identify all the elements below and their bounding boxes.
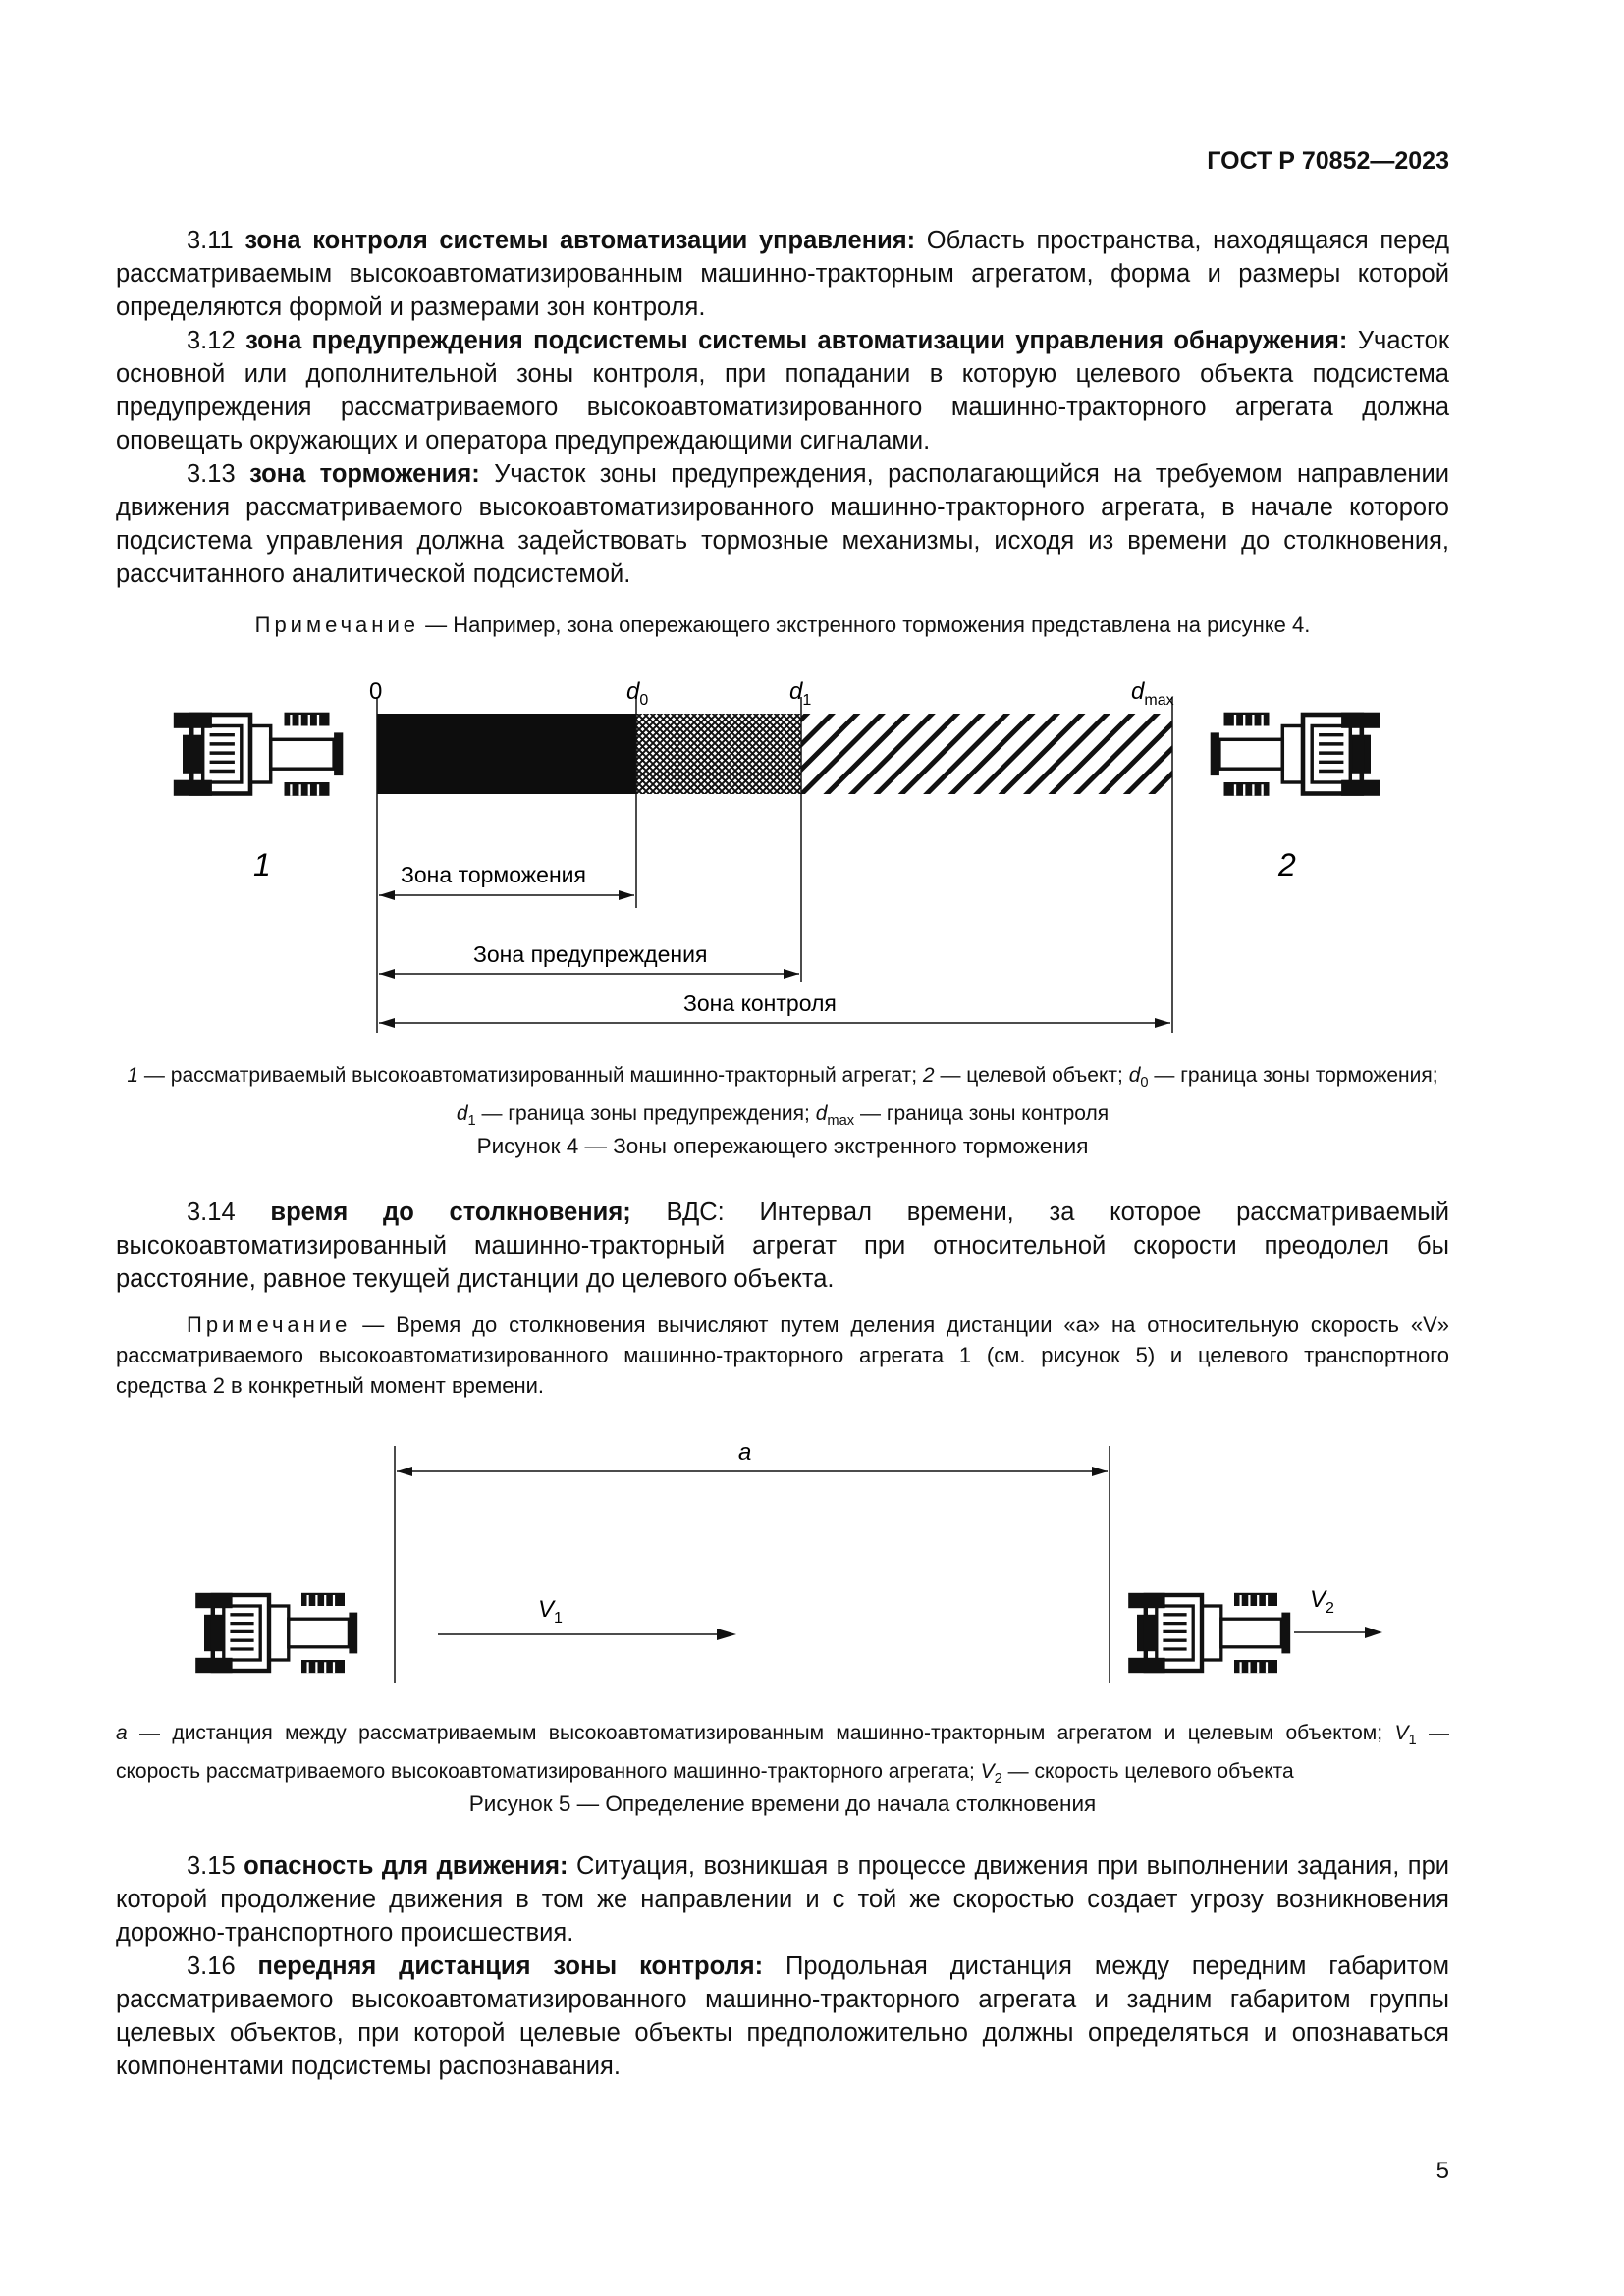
definition-3-12 (116, 324, 1449, 457)
note-figure-5 (116, 1309, 1449, 1401)
label-a: a (738, 1439, 752, 1466)
clause-number: 3.12 (187, 327, 236, 354)
note-text: — Например, зона опережающего экстренного торможения представлена на рисунке 4. (418, 613, 1311, 637)
label-zero: 0 (369, 678, 383, 705)
warning-zone-fill (636, 714, 801, 794)
term: опасность для движения: (244, 1852, 568, 1880)
tractor-1-icon (174, 713, 343, 796)
tractor-1-icon (195, 1593, 357, 1673)
clause-number: 3.15 (187, 1852, 236, 1880)
definition-3-13 (116, 457, 1449, 591)
figure-4-legend: 1 — рассматриваемый высокоавтоматизированный машинно-тракторный агрегат; 2 — целевой объект; $d_0$ — граница зоны торможения; $d_1$ — граница зоны предупреждения; $d_{max}$ — граница зоны контроля (127, 1064, 1438, 1130)
definitions-block-2 (116, 1849, 1449, 2083)
note-label: Примечание (187, 1312, 352, 1337)
definition-text: Участок основной или дополнительной зоны контроля, при попадании в которую целевого объекта подсистема предупреждения рассматриваемого высокоавтоматизированного машинно-тракторного агрегата должна оповещать окружающих и оператора предупреждающими сигналами. (116, 327, 1449, 454)
figure-5-title: Рисунок 5 — Определение времени до начала столкновения (468, 1791, 1097, 1816)
clause-number: 3.11 (187, 227, 234, 254)
term: передняя дистанция зоны контроля: (257, 1952, 764, 1980)
label-d1: $d_1$ (789, 678, 812, 709)
label-dmax: $d_{max}$ (1131, 678, 1174, 709)
clause-number: 3.14 (187, 1199, 236, 1226)
definition-text: Участок зоны предупреждения, располагающийся на требуемом направлении движения рассматриваемого высокоавтоматизированного машинно-тракторного агрегата, в начале которого подсистема управления должна задействовать тормозные механизмы, исходя из времени до столкновения, рассчитанного аналитической подсистемой. (116, 460, 1449, 588)
definition-3-15 (116, 1849, 1449, 1949)
control-zone-label: Зона контроля (683, 990, 837, 1016)
definition-text: ВДС: Интервал времени, за которое рассматриваемый высокоавтоматизированный машинно-тракторный агрегат при относительной скорости преодолел бы расстояние, равное текущей дистанции до целевого объекта. (116, 1199, 1449, 1293)
braking-zone-label: Зона торможения (401, 862, 586, 887)
definition-3-14 (116, 1196, 1449, 1296)
definition-text: Область пространства, находящаяся перед рассматриваемым высокоавтоматизированным машинно-тракторным агрегатом, форма и размеры которой определяются формой и размерами зон контроля. (116, 227, 1450, 321)
figure-5-legend: a — дистанция между рассматриваемым высокоавтоматизированным машинно-тракторным агрегатом и целевым объектом; $V_1$ — скорость рассматриваемого высокоавтоматизированного машинно-тракторного агрегата; $V_2$ — скорость целевого объекта (116, 1722, 1449, 1788)
tractor-2-icon (1211, 713, 1380, 796)
label-v2: $V_2$ (1310, 1586, 1334, 1617)
label-v1: $V_1$ (538, 1596, 563, 1627)
definitions-block-1 (116, 224, 1449, 591)
note-label: Примечание (254, 613, 419, 637)
term: зона торможения: (249, 460, 480, 488)
braking-zone-fill (377, 714, 636, 794)
definition-text: Ситуация, возникшая в процессе движения при выполнении задания, при которой продолжение движения в том же направлении и с той же скоростью создает угрозу возникновения дорожно-транспортного происшествия. (116, 1852, 1449, 1947)
clause-number: 3.13 (187, 460, 236, 488)
page-number: 5 (1435, 2158, 1449, 2184)
label-1: 1 (253, 847, 271, 882)
label-d0: $d_0$ (626, 678, 649, 709)
definition-text: Продольная дистанция между передним габаритом рассматриваемого высокоавтоматизированного машинно-тракторного агрегата и задним габаритом группы целевых объектов, при которой целевые объекты предположительно должны определяться и опознаваться компонентами подсистемы распознавания. (116, 1952, 1449, 2080)
definition-3-16 (116, 1949, 1449, 2083)
term: время до столкновения; (270, 1199, 631, 1226)
clause-number: 3.16 (187, 1952, 236, 1980)
figure-4-diagram (0, 667, 1624, 1099)
document-header: ГОСТ Р 70852—2023 (1207, 147, 1449, 175)
label-2: 2 (1278, 847, 1296, 882)
note-text: — Время до столкновения вычисляют путем деления дистанции «а» на относительную скорость «V» рассматриваемого высокоавтоматизированного машинно-тракторного агрегата 1 (см. рисунок 5) и целевого транспортного средства 2 в конкретный момент времени. (116, 1312, 1449, 1398)
figure-4-title: Рисунок 4 — Зоны опережающего экстренного торможения (476, 1134, 1089, 1158)
warning-zone-label: Зона предупреждения (473, 941, 708, 967)
figure-5-diagram (0, 1438, 1624, 1703)
control-zone-fill (801, 714, 1172, 794)
tractor-2-icon (1128, 1593, 1290, 1673)
note-figure-4 (116, 610, 1449, 640)
definition-3-11 (116, 224, 1449, 324)
term: зона предупреждения подсистемы системы автоматизации управления обнаружения: (245, 327, 1348, 354)
term: зона контроля системы автоматизации управления: (244, 227, 916, 254)
